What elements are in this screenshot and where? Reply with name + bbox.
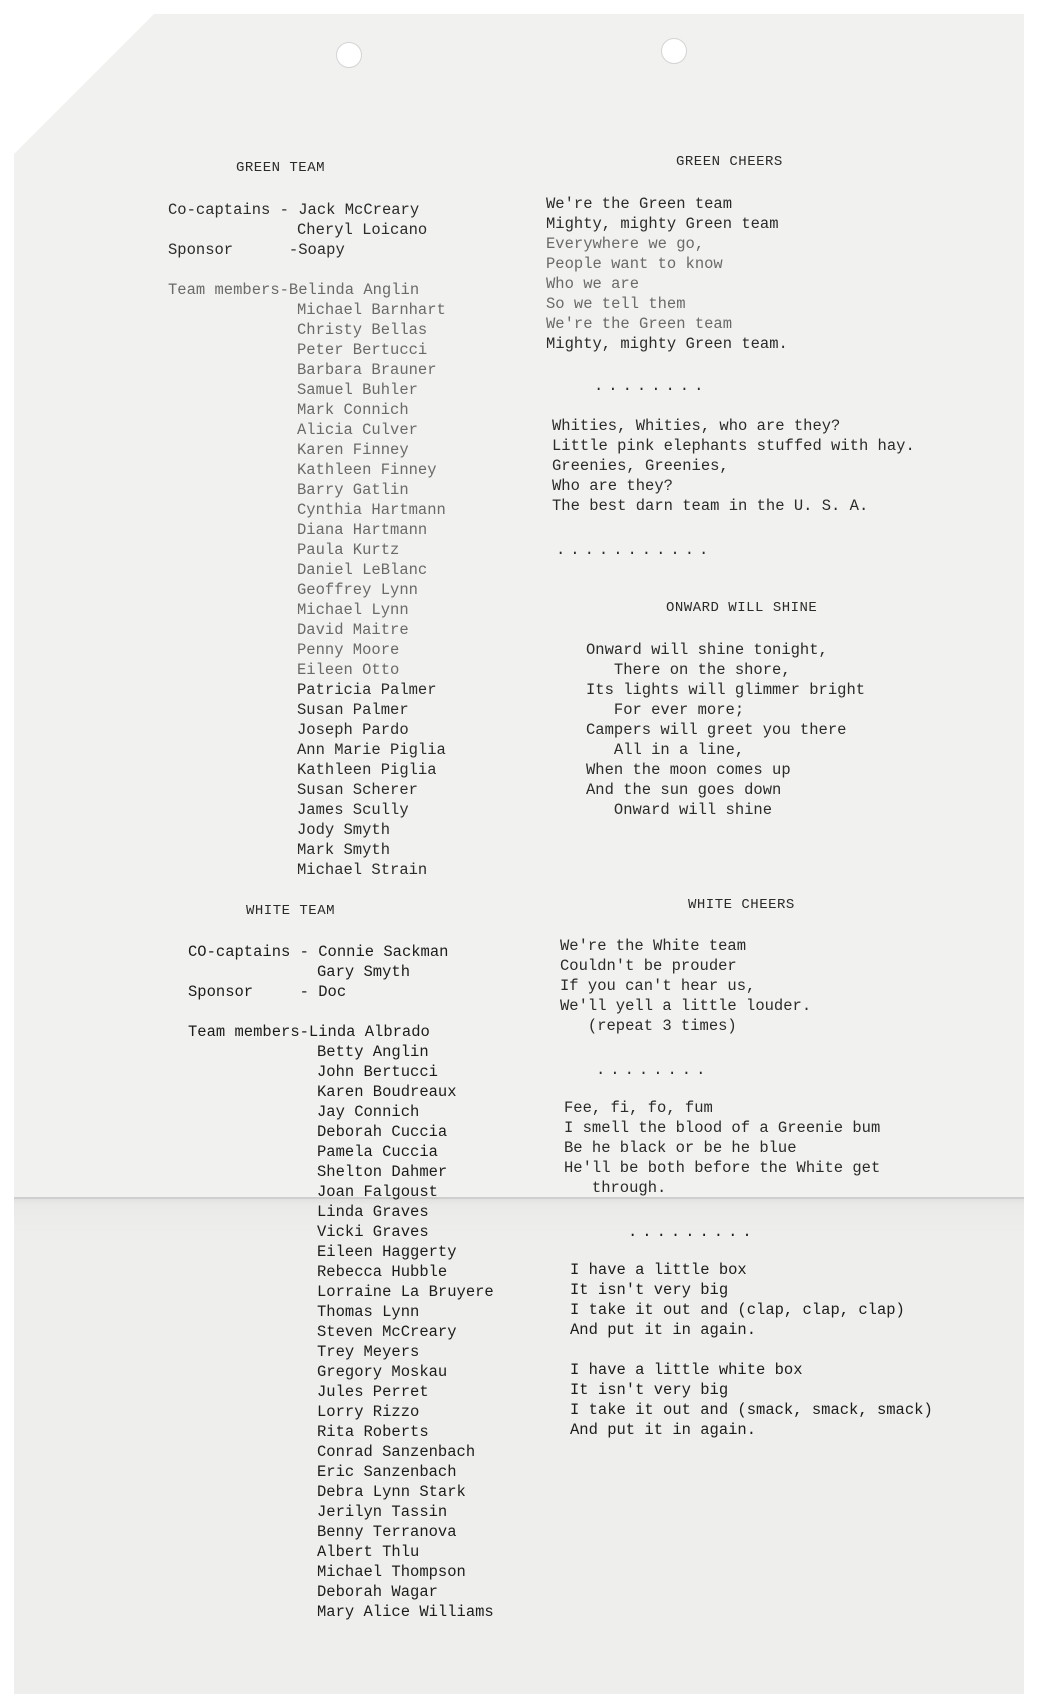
song-line: Campers will greet you there <box>586 721 847 739</box>
green-member: Penny Moore <box>297 641 400 659</box>
white-member: Shelton Dahmer <box>317 1163 448 1181</box>
white-member: Lorraine La Bruyere <box>317 1283 494 1301</box>
white-member: Deborah Wagar <box>317 1583 438 1601</box>
green-member: Belinda Anglin <box>288 281 420 299</box>
cheer-line: I take it out and (clap, clap, clap) <box>570 1301 905 1319</box>
cheer-line: Fee, fi, fo, fum <box>564 1099 713 1117</box>
green-member: Karen Finney <box>297 441 409 459</box>
cheer-line: It isn't very big <box>570 1281 729 1299</box>
white-member: Trey Meyers <box>317 1343 420 1361</box>
cheer-line: We're the Green team <box>546 195 733 213</box>
green-separator-2: ........... <box>556 541 714 559</box>
green-sponsor-row <box>168 240 446 260</box>
punch-hole-left <box>336 42 362 68</box>
green-member: Michael Barnhart <box>297 301 446 319</box>
white-team-heading: WHITE TEAM <box>246 903 336 919</box>
green-member: James Scully <box>297 801 409 819</box>
cheer-line: (repeat 3 times) <box>560 1017 737 1035</box>
white-member: Mary Alice Williams <box>317 1603 494 1621</box>
white-member: Thomas Lynn <box>317 1303 420 1321</box>
white-co-captains-label: CO-captains - <box>188 943 319 961</box>
green-member: Barry Gatlin <box>297 481 409 499</box>
white-member: Deborah Cuccia <box>317 1123 448 1141</box>
cheer-line: Little pink elephants stuffed with hay. <box>552 437 915 455</box>
green-cheer-2 <box>552 416 915 516</box>
green-member: Patricia Palmer <box>297 681 437 699</box>
white-members-row <box>188 1022 494 1042</box>
white-cheers-heading: WHITE CHEERS <box>688 897 795 913</box>
white-cheer-2 <box>564 1098 880 1198</box>
white-member: Jules Perret <box>317 1383 429 1401</box>
white-member: Benny Terranova <box>317 1523 457 1541</box>
cheer-line: Mighty, mighty Green team. <box>546 335 788 353</box>
song-line: There on the shore, <box>586 661 791 679</box>
white-separator-1: ........ <box>596 1061 711 1079</box>
green-member: Susan Palmer <box>297 701 409 719</box>
white-member: Jay Connich <box>317 1103 420 1121</box>
white-member: Rebecca Hubble <box>317 1263 448 1281</box>
green-member: Kathleen Finney <box>297 461 437 479</box>
white-co-captain: Gary Smyth <box>317 963 411 981</box>
white-member: John Bertucci <box>317 1063 438 1081</box>
white-member: Karen Boudreaux <box>317 1083 457 1101</box>
green-member: Alicia Culver <box>297 421 418 439</box>
white-member: Jerilyn Tassin <box>317 1503 448 1521</box>
white-member: Conrad Sanzenbach <box>317 1443 476 1461</box>
white-member: Pamela Cuccia <box>317 1143 438 1161</box>
cheer-line: Couldn't be prouder <box>560 957 737 975</box>
green-co-captain: Cheryl Loicano <box>297 221 428 239</box>
white-sponsor: Doc <box>318 983 347 1001</box>
cheer-line: through. <box>564 1179 667 1197</box>
white-member: Vicki Graves <box>317 1223 429 1241</box>
white-members-label: Team members- <box>188 1023 309 1041</box>
cheer-line: He'll be both before the White get <box>564 1159 881 1177</box>
white-member: Albert Thlu <box>317 1543 420 1561</box>
cheer-line: I have a little white box <box>570 1361 803 1379</box>
cheer-line: So we tell them <box>546 295 686 313</box>
green-member: Mark Smyth <box>297 841 391 859</box>
blank-line <box>168 260 446 280</box>
green-member: Susan Scherer <box>297 781 418 799</box>
cheer-line: We're the White team <box>560 937 747 955</box>
onward-heading: ONWARD WILL SHINE <box>666 600 818 616</box>
song-line: And the sun goes down <box>586 781 782 799</box>
green-member: Christy Bellas <box>297 321 428 339</box>
cheer-line: I have a little box <box>570 1261 747 1279</box>
green-member: Peter Bertucci <box>297 341 428 359</box>
green-team-heading: GREEN TEAM <box>236 160 326 176</box>
cheer-line: It isn't very big <box>570 1381 729 1399</box>
white-team-section <box>188 942 494 1622</box>
green-member: Barbara Brauner <box>297 361 437 379</box>
green-member: Kathleen Piglia <box>297 761 437 779</box>
green-member: Diana Hartmann <box>297 521 428 539</box>
white-cheer-3 <box>570 1260 905 1340</box>
onward-song <box>586 640 865 820</box>
cheer-line: We're the Green team <box>546 315 733 333</box>
green-member: Eileen Otto <box>297 661 400 679</box>
white-sponsor-row <box>188 982 494 1002</box>
green-members-row <box>168 280 446 300</box>
green-member: Daniel LeBlanc <box>297 561 428 579</box>
blank-line <box>188 1002 494 1022</box>
cheer-line: Everywhere we go, <box>546 235 705 253</box>
white-member: Gregory Moskau <box>317 1363 448 1381</box>
green-members-label: Team members- <box>168 281 289 299</box>
green-member: Michael Strain <box>297 861 428 879</box>
white-cheer-4 <box>570 1360 933 1440</box>
white-co-captains-row <box>188 942 494 962</box>
green-member: Jody Smyth <box>297 821 391 839</box>
white-member: Rita Roberts <box>317 1423 429 1441</box>
green-co-captain: Jack McCreary <box>298 201 420 219</box>
green-sponsor-label: Sponsor - <box>168 241 299 259</box>
green-co-captains-label: Co-captains - <box>168 201 299 219</box>
white-cheer-1 <box>560 936 811 1036</box>
green-member: David Maitre <box>297 621 409 639</box>
green-member: Ann Marie Piglia <box>297 741 446 759</box>
cheer-line: Whities, Whities, who are they? <box>552 417 841 435</box>
green-member: Mark Connich <box>297 401 409 419</box>
white-separator-2: ......... <box>628 1223 757 1241</box>
song-line: Onward will shine tonight, <box>586 641 828 659</box>
cheer-line: Who we are <box>546 275 640 293</box>
green-member: Joseph Pardo <box>297 721 409 739</box>
white-member: Joan Falgoust <box>317 1183 438 1201</box>
white-member: Eric Sanzenbach <box>317 1463 457 1481</box>
green-cheers-heading: GREEN CHEERS <box>676 154 783 170</box>
green-separator-1: ........ <box>594 377 709 395</box>
cheer-line: Be he black or be he blue <box>564 1139 797 1157</box>
white-member: Betty Anglin <box>317 1043 429 1061</box>
cheer-line: And put it in again. <box>570 1321 757 1339</box>
white-co-captain: Connie Sackman <box>318 943 449 961</box>
green-cheer-1 <box>546 194 788 354</box>
green-team-section <box>168 200 446 880</box>
song-line: For ever more; <box>586 701 745 719</box>
cheer-line: Mighty, mighty Green team <box>546 215 779 233</box>
green-co-captains-row <box>168 200 446 220</box>
white-member: Michael Thompson <box>317 1563 466 1581</box>
song-line: When the moon comes up <box>586 761 791 779</box>
green-member: Cynthia Hartmann <box>297 501 446 519</box>
cheer-line: People want to know <box>546 255 723 273</box>
green-member: Samuel Buhler <box>297 381 418 399</box>
song-line: Its lights will glimmer bright <box>586 681 866 699</box>
song-line: All in a line, <box>586 741 745 759</box>
cheer-line: We'll yell a little louder. <box>560 997 812 1015</box>
white-member: Steven McCreary <box>317 1323 457 1341</box>
white-sponsor-label: Sponsor - <box>188 983 319 1001</box>
white-member: Eileen Haggerty <box>317 1243 457 1261</box>
cheer-line: If you can't hear us, <box>560 977 756 995</box>
green-member: Paula Kurtz <box>297 541 400 559</box>
green-member: Michael Lynn <box>297 601 409 619</box>
green-member: Geoffrey Lynn <box>297 581 418 599</box>
cheer-line: Who are they? <box>552 477 673 495</box>
cheer-line: The best darn team in the U. S. A. <box>552 497 869 515</box>
cheer-line: I take it out and (smack, smack, smack) <box>570 1401 933 1419</box>
white-member: Linda Graves <box>317 1203 429 1221</box>
cheer-line: I smell the blood of a Greenie bum <box>564 1119 881 1137</box>
white-member: Debra Lynn Stark <box>317 1483 466 1501</box>
cheer-line: Greenies, Greenies, <box>552 457 729 475</box>
song-line: Onward will shine <box>586 801 773 819</box>
cheer-line: And put it in again. <box>570 1421 757 1439</box>
green-sponsor: Soapy <box>298 241 345 259</box>
white-member: Lorry Rizzo <box>317 1403 420 1421</box>
white-member: Linda Albrado <box>308 1023 430 1041</box>
punch-hole-right <box>661 38 687 64</box>
